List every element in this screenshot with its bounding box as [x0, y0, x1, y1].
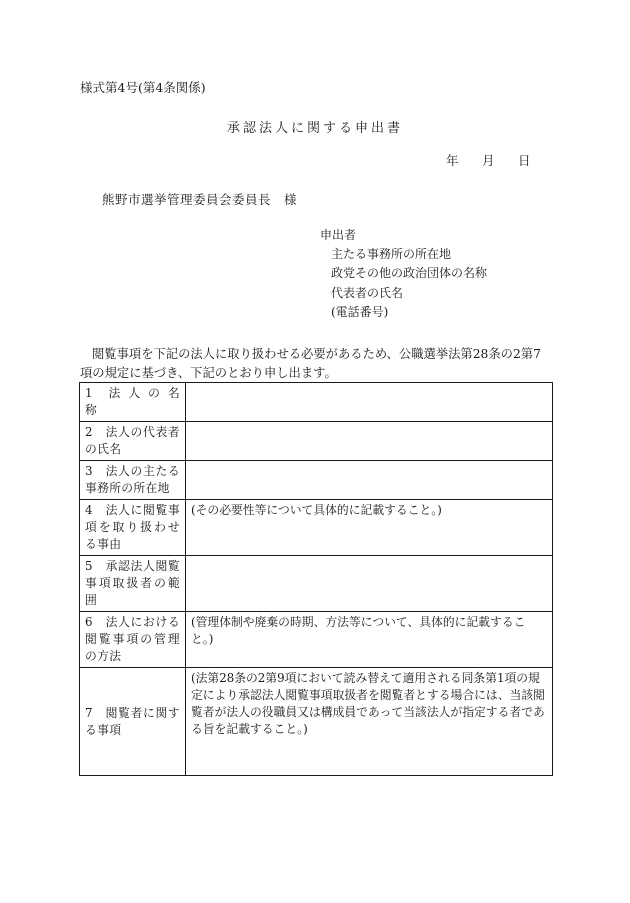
row-value-management-method[interactable]: (管理体制や廃棄の時期、方法等について、具体的に記載すること。): [186, 612, 553, 668]
table-row: [80, 422, 553, 461]
row-value-representative-name[interactable]: [186, 422, 553, 461]
row-value-office-address[interactable]: [186, 461, 553, 500]
row-label-office-address: 3 法人の主たる事務所の所在地: [80, 461, 186, 500]
row-value-viewer-matters[interactable]: (法第28条の2第9項において読み替えて適用される同条第1項の規定により承認法人閲覧事項取扱者を閲覧者とする場合には、当該閲覧者が法人の役職員又は構成員であって当該法人が指定する者である旨を記載すること。): [186, 668, 553, 776]
date-month-label: 月: [482, 153, 495, 168]
row-label-handler-scope: 5 承認法人閲覧事項取扱者の範囲: [80, 556, 186, 612]
date-year-label: 年: [446, 153, 459, 168]
applicant-phone-number: (電話番号): [331, 304, 389, 319]
application-table: [79, 382, 553, 776]
row-label-corporation-name: 1 法 人 の 名 称: [80, 383, 186, 422]
row-label-handling-reason: 4 法人に閲覧事項を取り扱わせる事由: [80, 500, 186, 556]
document-title: 承認法人に関する申出書: [226, 121, 403, 136]
intro-paragraph: 閲覧事項を下記の法人に取り扱わせる必要があるため、公職選挙法第28条の2第7項の規定に基づき、下記のとおり申し出ます。: [80, 347, 541, 380]
table-row: [80, 668, 553, 776]
addressee: 熊野市選挙管理委員会委員長 様: [102, 192, 298, 207]
date-day-label: 日: [518, 153, 531, 168]
applicant-representative-name: 代表者の氏名: [331, 285, 404, 300]
table-row: [80, 500, 553, 556]
table-row: [80, 612, 553, 668]
row-value-handler-scope[interactable]: [186, 556, 553, 612]
applicant-organization-name: 政党その他の政治団体の名称: [331, 266, 488, 281]
row-label-viewer-matters: 7 閲覧者に関する事項: [80, 668, 186, 776]
form-number: 様式第4号(第4条関係): [80, 80, 206, 95]
row-label-management-method: 6 法人における閲覧事項の管理の方法: [80, 612, 186, 668]
row-label-representative-name: 2 法人の代表者の氏名: [80, 422, 186, 461]
applicant-heading: 申出者: [320, 228, 357, 242]
applicant-office-address: 主たる事務所の所在地: [331, 247, 452, 262]
row-value-handling-reason[interactable]: (その必要性等について具体的に記載すること。): [186, 500, 553, 556]
row-value-corporation-name[interactable]: [186, 383, 553, 422]
applicant-block: [320, 226, 487, 322]
table-row: [80, 461, 553, 500]
table-row: [80, 556, 553, 612]
table-row: [80, 383, 553, 422]
